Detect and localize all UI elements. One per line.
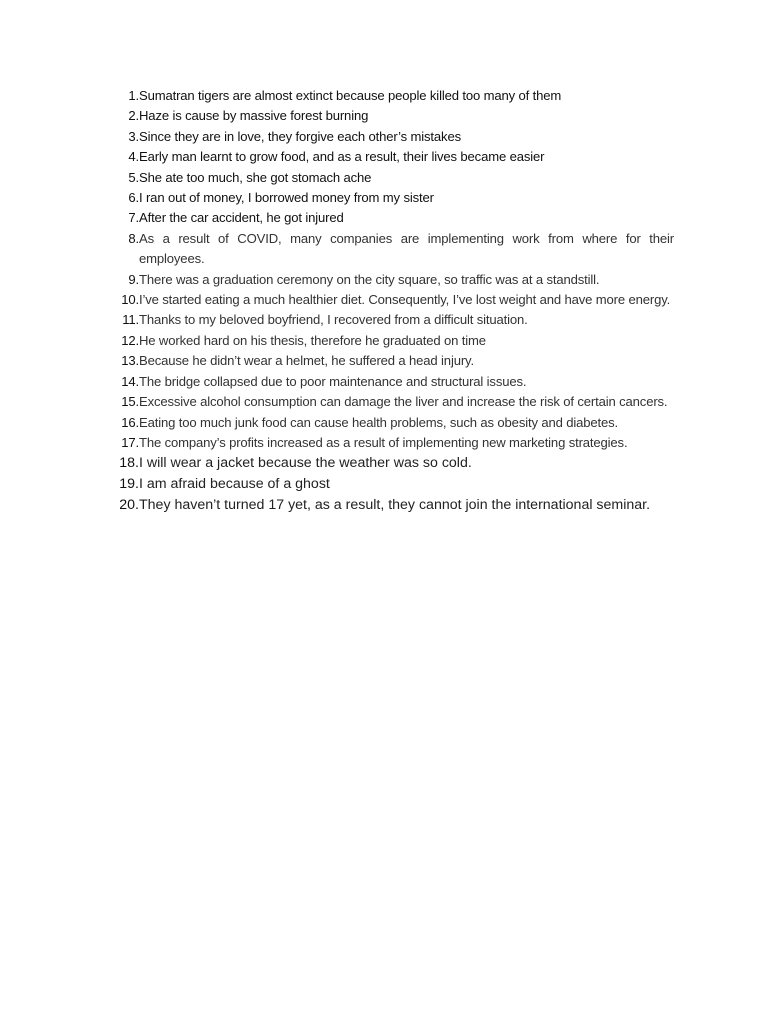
item-text: They haven’t turned 17 yet, as a result, they cannot join the international seminar. [139, 496, 651, 513]
item-number-cell [108, 208, 139, 228]
item-number-cell [108, 86, 139, 106]
item-number-cell [108, 474, 139, 495]
item-text: Thanks to my beloved boyfriend, I recovered from a difficult situation. [139, 312, 528, 328]
item-number: 1. [128, 88, 139, 103]
item-text: I am afraid because of a ghost [139, 475, 330, 492]
item-number: 17. [121, 434, 139, 450]
item-number-cell [108, 413, 139, 433]
list-item [108, 106, 674, 126]
item-number-cell [108, 433, 139, 453]
list-item [108, 453, 674, 474]
item-number: 3. [128, 128, 139, 144]
item-number-cell [108, 351, 139, 371]
item-number: 11. [122, 312, 139, 328]
item-number: 2. [128, 108, 139, 124]
item-number: 12. [121, 332, 139, 348]
list-item [108, 168, 674, 188]
item-number-cell [108, 290, 139, 310]
list-item [108, 392, 674, 412]
item-number: 4. [128, 149, 139, 165]
list-item [108, 372, 674, 392]
item-number: 8. [128, 230, 139, 246]
item-number-cell [108, 453, 139, 474]
item-number-cell [108, 392, 139, 412]
item-text: As a result of COVID, many companies are implementing work from where for their employees. [139, 230, 674, 267]
item-text: He worked hard on his thesis, therefore he graduated on time [139, 332, 486, 348]
list-item [108, 127, 674, 147]
item-text: Haze is cause by massive forest burning [139, 108, 369, 124]
list-item [108, 331, 674, 351]
item-number: 20. [119, 496, 139, 513]
item-text: She ate too much, she got stomach ache [139, 169, 372, 185]
list-item [108, 413, 674, 433]
item-text: I’ve started eating a much healthier diet. Consequently, I’ve lost weight and have more energy. [139, 292, 671, 308]
sentence-list [108, 86, 674, 515]
item-number-cell [108, 106, 139, 126]
item-number: 5. [128, 169, 139, 185]
item-text: Eating too much junk food can cause health problems, such as obesity and diabetes. [139, 414, 619, 430]
item-number: 15. [121, 394, 139, 410]
item-number-cell [108, 495, 139, 516]
list-item [108, 86, 674, 106]
item-text: The bridge collapsed due to poor maintenance and structural issues. [139, 373, 527, 389]
item-text: I ran out of money, I borrowed money from my sister [139, 190, 434, 206]
item-number-cell [108, 372, 139, 392]
item-text: The company’s profits increased as a result of implementing new marketing strategies. [139, 434, 628, 450]
item-number: 19. [119, 475, 139, 492]
item-number: 18. [119, 455, 139, 472]
item-number: 7. [128, 210, 139, 226]
item-text: I will wear a jacket because the weather was so cold. [139, 455, 472, 472]
item-number-cell [108, 310, 139, 330]
item-number: 10. [121, 292, 139, 308]
item-number-cell [108, 270, 139, 290]
item-number: 14. [121, 373, 139, 389]
list-item [108, 351, 674, 371]
list-item [108, 229, 674, 270]
item-number: 13. [121, 353, 139, 369]
item-number-cell [108, 188, 139, 208]
list-item [108, 433, 674, 453]
item-number: 6. [128, 190, 139, 206]
item-text: Sumatran tigers are almost extinct because people killed too many of them [139, 88, 562, 103]
list-item [108, 270, 674, 290]
item-number: 9. [128, 271, 139, 287]
list-item [108, 188, 674, 208]
item-text: Early man learnt to grow food, and as a result, their lives became easier [139, 149, 545, 165]
item-text: There was a graduation ceremony on the city square, so traffic was at a standstill. [139, 271, 600, 287]
item-number-cell [108, 127, 139, 147]
item-text: After the car accident, he got injured [139, 210, 344, 226]
item-number: 16. [121, 414, 139, 430]
list-item [108, 147, 674, 167]
list-item [108, 290, 674, 310]
item-text: Since they are in love, they forgive each other’s mistakes [139, 128, 461, 144]
item-text: Excessive alcohol consumption can damage the liver and increase the risk of certain cancers. [139, 394, 668, 410]
item-number-cell [108, 331, 139, 351]
item-number-cell [108, 168, 139, 188]
list-item [108, 208, 674, 228]
item-number-cell [108, 229, 139, 249]
list-item [108, 310, 674, 330]
item-text: Because he didn’t wear a helmet, he suffered a head injury. [139, 353, 474, 369]
list-item [108, 495, 674, 516]
list-item [108, 474, 674, 495]
item-number-cell [108, 147, 139, 167]
